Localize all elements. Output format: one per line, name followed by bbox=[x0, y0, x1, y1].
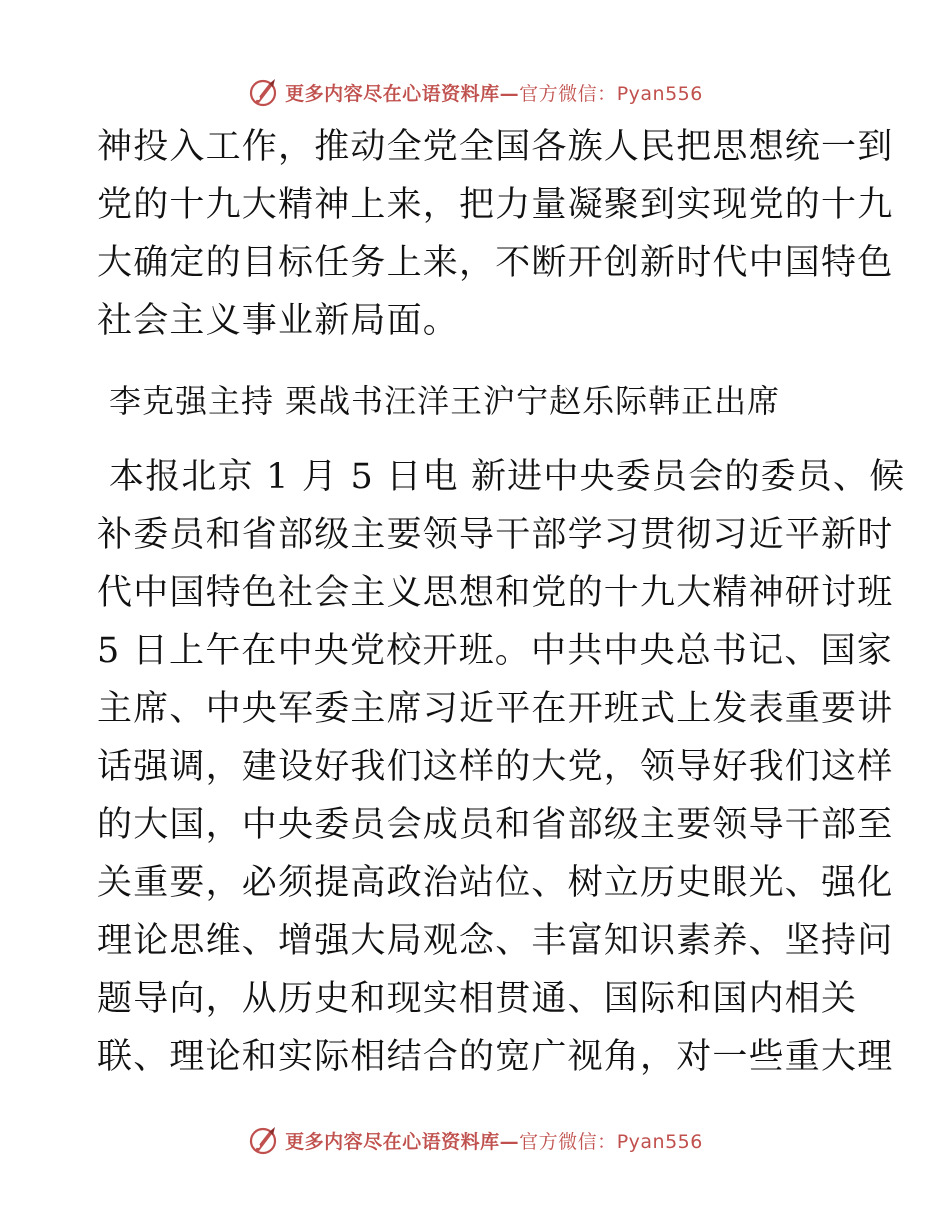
text-line: 神投入工作，推动全党全国各族人民把思想统一到 bbox=[97, 127, 894, 167]
text-line: 话强调，建设好我们这样的大党，领导好我们这样 bbox=[97, 747, 894, 787]
watermark-wechat-id: Pyan556 bbox=[616, 82, 703, 105]
watermark-header bbox=[0, 72, 950, 112]
watermark-wechat-label: 官方微信： bbox=[519, 1130, 617, 1153]
watermark-text bbox=[285, 1127, 703, 1154]
watermark-wechat-label: 官方微信： bbox=[519, 82, 617, 105]
text-line: 理论思维、增强大局观念、丰富知识素养、坚持问 bbox=[97, 921, 894, 961]
document-body bbox=[97, 118, 906, 1086]
text-line: 代中国特色社会主义思想和党的十九大精神研讨班 bbox=[97, 573, 894, 613]
watermark-text bbox=[285, 79, 703, 106]
quill-logo-icon bbox=[247, 76, 279, 108]
text-line: 关重要，必须提高政治站位、树立历史眼光、强化 bbox=[97, 863, 894, 903]
watermark-dash: — bbox=[499, 1130, 520, 1153]
watermark-dash: — bbox=[499, 82, 520, 105]
text-line: 党的十九大精神上来，把力量凝聚到实现党的十九 bbox=[97, 185, 894, 225]
watermark-cn: 更多内容尽在心语资料库 bbox=[285, 82, 500, 105]
paragraph-continuation bbox=[97, 118, 894, 350]
watermark-wechat-id: Pyan556 bbox=[616, 1130, 703, 1153]
watermark-footer bbox=[0, 1120, 950, 1160]
paragraph-news-report bbox=[97, 448, 906, 1086]
text-line: 的大国，中央委员会成员和省部级主要领导干部至 bbox=[97, 805, 894, 845]
quill-logo-icon bbox=[247, 1124, 279, 1156]
text-line: 题导向，从历史和现实相贯通、国际和国内相关 bbox=[97, 979, 858, 1019]
text-line: 大确定的目标任务上来，不断开创新时代中国特色 bbox=[97, 243, 894, 283]
text-line: 补委员和省部级主要领导干部学习贯彻习近平新时 bbox=[97, 515, 894, 555]
watermark-cn: 更多内容尽在心语资料库 bbox=[285, 1130, 500, 1153]
text-line: 联、理论和实际相结合的宽广视角，对一些重大理 bbox=[97, 1037, 894, 1077]
text-line: 主席、中央军委主席习近平在开班式上发表重要讲 bbox=[97, 689, 894, 729]
text-line: 5 日上午在中央党校开班。中共中央总书记、国家 bbox=[97, 631, 893, 671]
text-line: 社会主义事业新局面。 bbox=[97, 301, 460, 341]
text-line: 本报北京 1 月 5 日电 新进中央委员会的委员、候 bbox=[109, 457, 906, 497]
subheading: 李克强主持 栗战书汪洋王沪宁赵乐际韩正出席 bbox=[109, 382, 781, 420]
